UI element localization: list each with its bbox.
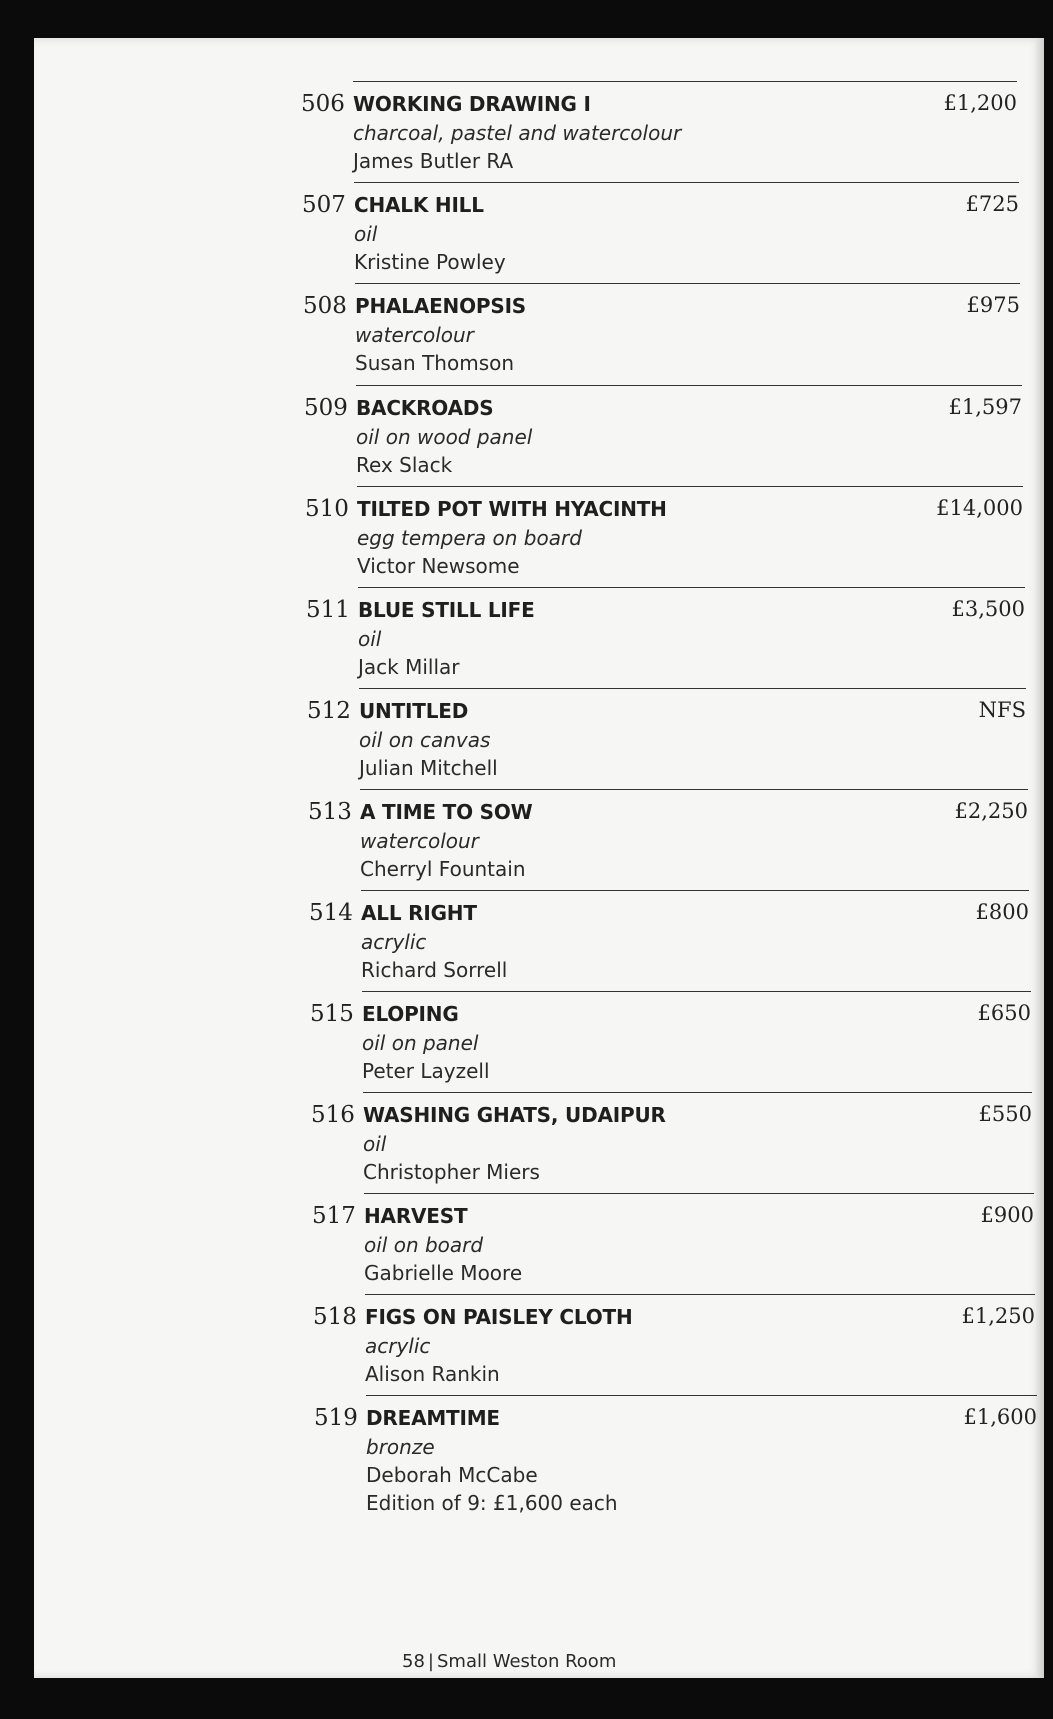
- entry-rule: [363, 1092, 1032, 1093]
- entry-rule: [366, 1395, 1037, 1396]
- artist-name: Cherryl Fountain: [360, 857, 526, 881]
- artist-name: Richard Sorrell: [361, 958, 508, 982]
- lot-number: 519: [314, 1405, 358, 1431]
- artwork-price: £1,250: [961, 1304, 1035, 1328]
- entry-rule: [358, 587, 1025, 588]
- lot-number: 507: [302, 192, 346, 218]
- artist-name: Alison Rankin: [365, 1362, 500, 1386]
- lot-number: 512: [307, 698, 351, 724]
- page-footer: [402, 1651, 616, 1672]
- artwork-title: WASHING GHATS, UDAIPUR: [363, 1103, 666, 1127]
- artwork-price: £1,600: [963, 1405, 1037, 1429]
- entry-519: [314, 1395, 1037, 1525]
- entry-rule: [360, 789, 1028, 790]
- artist-name: Susan Thomson: [355, 351, 515, 375]
- artwork-price: £1,597: [948, 395, 1022, 419]
- entry-509: [304, 385, 1022, 485]
- artwork-medium: watercolour: [360, 829, 479, 853]
- artist-name: Kristine Powley: [354, 250, 506, 274]
- artwork-price: £14,000: [936, 496, 1023, 520]
- artist-name: Peter Layzell: [362, 1059, 490, 1083]
- entry-514: [309, 890, 1029, 990]
- entry-510: [305, 486, 1023, 586]
- lot-number: 515: [310, 1001, 354, 1027]
- lot-number: 511: [306, 597, 350, 623]
- artwork-price: £725: [965, 192, 1019, 216]
- artist-name: Deborah McCabe: [366, 1463, 538, 1487]
- artwork-title: CHALK HILL: [354, 193, 484, 217]
- entry-rule: [361, 890, 1029, 891]
- artwork-medium: egg tempera on board: [357, 526, 582, 550]
- artwork-price: £650: [977, 1001, 1031, 1025]
- entry-rule: [354, 182, 1019, 183]
- lot-number: 509: [304, 395, 348, 421]
- entry-rule: [359, 688, 1026, 689]
- artwork-title: ELOPING: [362, 1002, 459, 1026]
- entry-507: [302, 182, 1019, 282]
- artist-name: Christopher Miers: [363, 1160, 540, 1184]
- lot-number: 506: [301, 91, 345, 117]
- catalogue-page: [34, 38, 1044, 1678]
- artwork-medium: acrylic: [365, 1334, 431, 1358]
- edition-note: Edition of 9: £1,600 each: [366, 1491, 618, 1515]
- artwork-title: HARVEST: [364, 1204, 468, 1228]
- artwork-title: BACKROADS: [356, 396, 494, 420]
- artist-name: Rex Slack: [356, 453, 453, 477]
- artwork-price: £2,250: [954, 799, 1028, 823]
- artwork-price: NFS: [978, 698, 1026, 722]
- lot-number: 508: [303, 293, 347, 319]
- artwork-medium: oil on wood panel: [356, 425, 533, 449]
- artwork-medium: acrylic: [361, 930, 427, 954]
- page-edge: [1036, 38, 1044, 1678]
- entry-518: [313, 1294, 1035, 1394]
- room-name: Small Weston Room: [436, 1651, 617, 1672]
- lot-number: 514: [309, 900, 353, 926]
- entry-513: [308, 789, 1028, 889]
- entry-515: [310, 991, 1031, 1091]
- artwork-title: ALL RIGHT: [361, 901, 477, 925]
- artwork-medium: charcoal, pastel and watercolour: [353, 121, 682, 145]
- footer-separator: |: [427, 1651, 434, 1672]
- artwork-title: BLUE STILL LIFE: [358, 598, 535, 622]
- entry-512: [307, 688, 1026, 788]
- lot-number: 518: [313, 1304, 357, 1330]
- artwork-title: TILTED POT WITH HYACINTH: [357, 497, 667, 521]
- artwork-medium: oil: [354, 222, 378, 246]
- page-number: 58: [402, 1651, 425, 1672]
- artwork-price: £900: [980, 1203, 1034, 1227]
- artist-name: Jack Millar: [358, 655, 460, 679]
- entry-506: [301, 81, 1017, 181]
- entry-rule: [365, 1294, 1035, 1295]
- artwork-title: A TIME TO SOW: [360, 800, 533, 824]
- entry-rule: [355, 283, 1020, 284]
- artist-name: Gabrielle Moore: [364, 1261, 523, 1285]
- artwork-medium: watercolour: [355, 323, 474, 347]
- artwork-title: PHALAENOPSIS: [355, 294, 527, 318]
- artist-name: Victor Newsome: [357, 554, 520, 578]
- entry-517: [312, 1193, 1034, 1293]
- artwork-medium: oil on panel: [362, 1031, 479, 1055]
- entry-516: [311, 1092, 1032, 1192]
- entry-rule: [356, 385, 1022, 386]
- entry-rule: [353, 81, 1017, 82]
- artwork-medium: oil on canvas: [359, 728, 491, 752]
- artwork-medium: oil: [363, 1132, 387, 1156]
- artwork-title: DREAMTIME: [366, 1406, 500, 1430]
- artwork-price: £800: [975, 900, 1029, 924]
- entry-rule: [362, 991, 1031, 992]
- entry-rule: [364, 1193, 1034, 1194]
- artwork-price: £1,200: [943, 91, 1017, 115]
- artwork-price: £3,500: [951, 597, 1025, 621]
- lot-number: 517: [312, 1203, 356, 1229]
- entry-511: [306, 587, 1025, 687]
- artwork-medium: oil on board: [364, 1233, 484, 1257]
- artist-name: James Butler RA: [353, 149, 514, 173]
- artwork-medium: oil: [358, 627, 382, 651]
- lot-number: 510: [305, 496, 349, 522]
- entry-508: [303, 283, 1020, 383]
- artwork-medium: bronze: [366, 1435, 435, 1459]
- artwork-price: £550: [978, 1102, 1032, 1126]
- artwork-title: UNTITLED: [359, 699, 469, 723]
- entry-rule: [357, 486, 1023, 487]
- artwork-title: FIGS ON PAISLEY CLOTH: [365, 1305, 633, 1329]
- artwork-price: £975: [966, 293, 1020, 317]
- lot-number: 513: [308, 799, 352, 825]
- lot-number: 516: [311, 1102, 355, 1128]
- artwork-title: WORKING DRAWING I: [353, 92, 591, 116]
- artist-name: Julian Mitchell: [359, 756, 498, 780]
